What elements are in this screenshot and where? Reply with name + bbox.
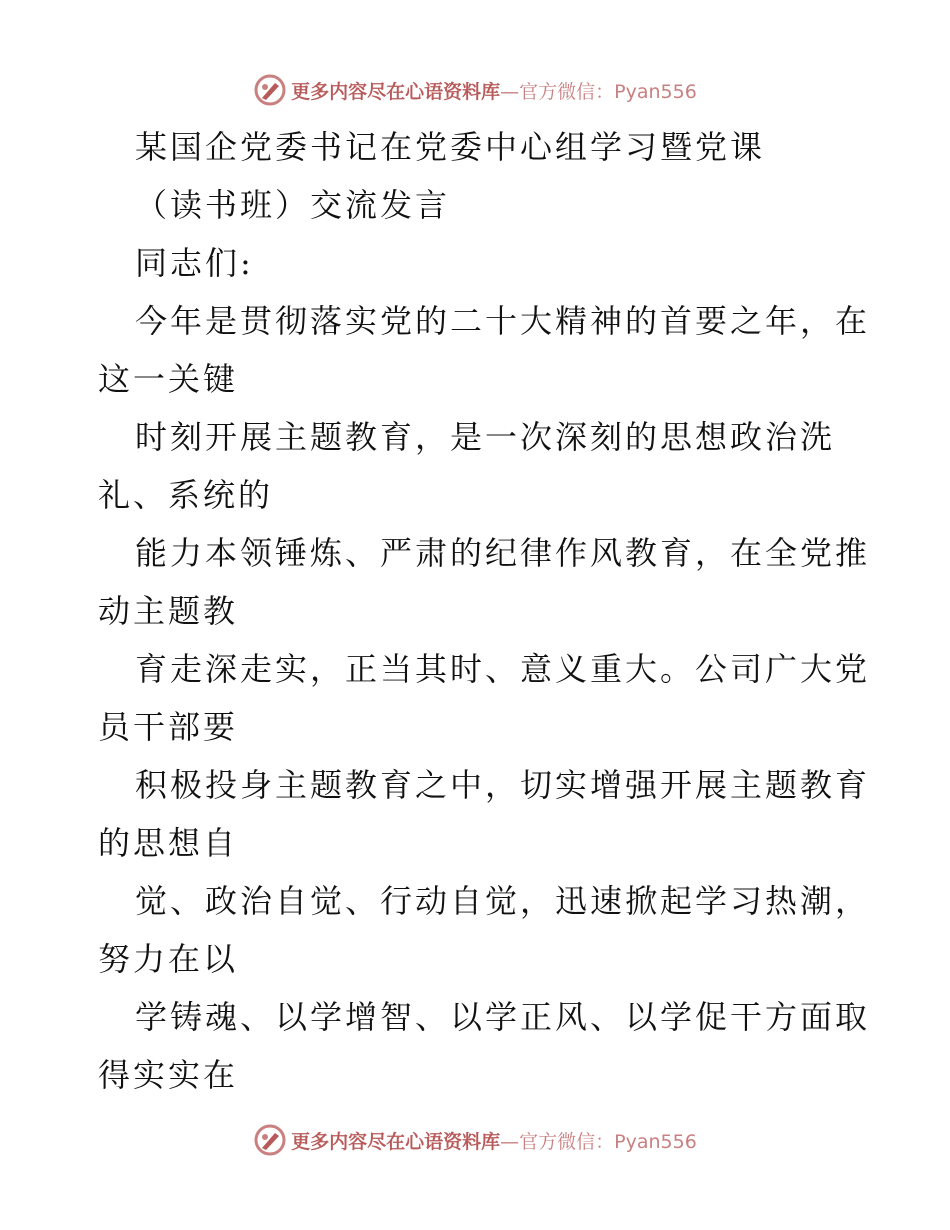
paragraph-line: 觉、政治自觉、行动自觉，迅速掀起学习热潮， xyxy=(135,882,871,920)
header-watermark xyxy=(0,70,950,110)
paragraph-line: 得实实在 xyxy=(98,1056,239,1094)
paragraph-line: 时刻开展主题教育，是一次深刻的思想政治洗 xyxy=(135,418,836,456)
paragraph-line: 努力在以 xyxy=(98,940,239,978)
watermark-strong: 更多内容尽在心语资料库 xyxy=(291,80,501,103)
paragraph-line: 积极投身主题教育之中，切实增强开展主题教育 xyxy=(135,766,871,804)
paragraph-line: 动主题教 xyxy=(98,592,239,630)
paragraph-line: 的思想自 xyxy=(98,824,239,862)
watermark-text xyxy=(291,77,697,104)
paragraph-line: 育走深走实，正当其时、意义重大。公司广大党 xyxy=(135,650,871,688)
paragraph-line: 这一关键 xyxy=(98,360,239,398)
paragraph-line: 学铸魂、以学增智、以学正风、以学促干方面取 xyxy=(135,998,871,1036)
paragraph-line: 今年是贯彻落实党的二十大精神的首要之年，在 xyxy=(135,302,871,340)
watermark-strong: 更多内容尽在心语资料库 xyxy=(291,1130,501,1153)
pen-logo-icon xyxy=(253,73,287,107)
doc-title-line-1: 某国企党委书记在党委中心组学习暨党课 xyxy=(135,128,766,166)
paragraph-line: 员干部要 xyxy=(98,708,239,746)
salutation: 同志们: xyxy=(135,244,254,282)
watermark-rest: —官方微信：Pyan556 xyxy=(500,80,697,103)
watermark-rest: —官方微信：Pyan556 xyxy=(500,1130,697,1153)
doc-title-line-2: （读书班）交流发言 xyxy=(135,186,451,224)
pen-logo-icon xyxy=(253,1123,287,1157)
paragraph-line: 礼、系统的 xyxy=(98,476,274,514)
footer-watermark xyxy=(0,1120,950,1160)
paragraph-line: 能力本领锤炼、严肃的纪律作风教育，在全党推 xyxy=(135,534,871,572)
watermark-text xyxy=(291,1127,697,1154)
